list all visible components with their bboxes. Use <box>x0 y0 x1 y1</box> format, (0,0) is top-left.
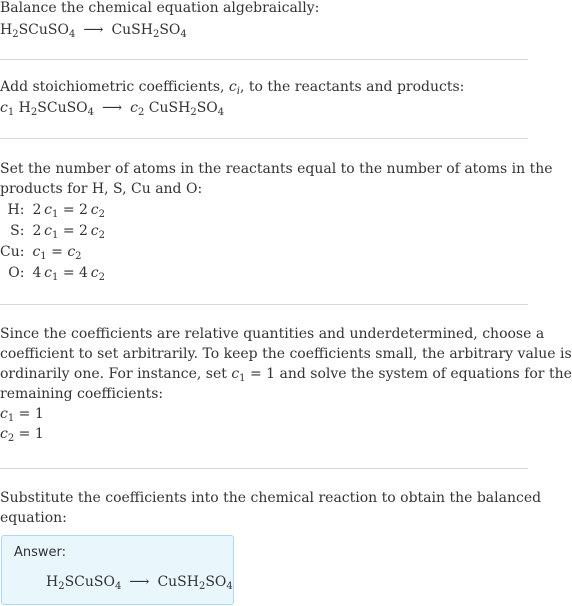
equation-row-h: H: 2 $c_1 = 2$ $c_2$ <box>7 202 105 220</box>
solve-text-3: ordinarily one. For instance, set $c_1 = 1$ and solve the system of equations for the <box>0 366 572 384</box>
atom-balance-intro-2: products for H, S, Cu and O: <box>0 181 203 197</box>
section-solve <box>0 324 572 444</box>
reactant-formula: $H_2SCuSO_4$ <box>0 22 76 40</box>
divider <box>0 138 528 139</box>
section-atom-balance <box>0 159 553 284</box>
section-problem <box>0 0 528 40</box>
equation-row-s: S: 2 $c_1 = 2$ $c_2$ <box>10 223 105 241</box>
problem-intro: Balance the chemical equation algebraically: <box>0 0 320 16</box>
result-text-2: equation: <box>0 510 67 526</box>
equation-row-o: O: 4 $c_1 = 4$ $c_2$ <box>8 265 105 283</box>
balanced-equation: $H_2SCuSO_4$ ⟶ $CuSH_2SO_4$ <box>46 574 233 592</box>
divider <box>0 59 528 60</box>
solve-text-4: remaining coefficients: <box>0 386 164 402</box>
reaction-equation <box>0 20 528 40</box>
coefficients-intro: Add stoichiometric coefficients, $c_i$, to the reactants and products: <box>0 79 465 97</box>
divider <box>0 304 528 305</box>
product-formula: $CuSH_2SO_4$ <box>111 22 187 40</box>
divider <box>0 468 528 469</box>
solution-c2: $c_2 = 1$ <box>0 426 44 444</box>
reaction-arrow: ⟶ <box>83 22 104 38</box>
answer-label: Answer: <box>14 545 67 560</box>
section-result <box>0 488 542 528</box>
atom-balance-intro-1: Set the number of atoms in the reactants equal to the number of atoms in the <box>0 161 553 177</box>
atom-equations-table <box>0 200 105 284</box>
section-coefficients <box>0 77 528 118</box>
answer-box <box>1 535 234 605</box>
coefficient-equation: $c_1$ $H_2SCuSO_4$ ⟶ $c_2$ $CuSH_2SO_4$ <box>0 100 225 118</box>
solve-text-1: Since the coefficients are relative quantities and underdetermined, choose a <box>0 326 545 342</box>
solution-c1: $c_1 = 1$ <box>0 406 44 424</box>
solve-text-2: coefficient to set arbitrarily. To keep the coefficients small, the arbitrary value is <box>0 346 572 362</box>
equation-row-cu: Cu: $c_1 = c_2$ <box>0 244 82 262</box>
result-text-1: Substitute the coefficients into the chemical reaction to obtain the balanced <box>0 490 542 506</box>
